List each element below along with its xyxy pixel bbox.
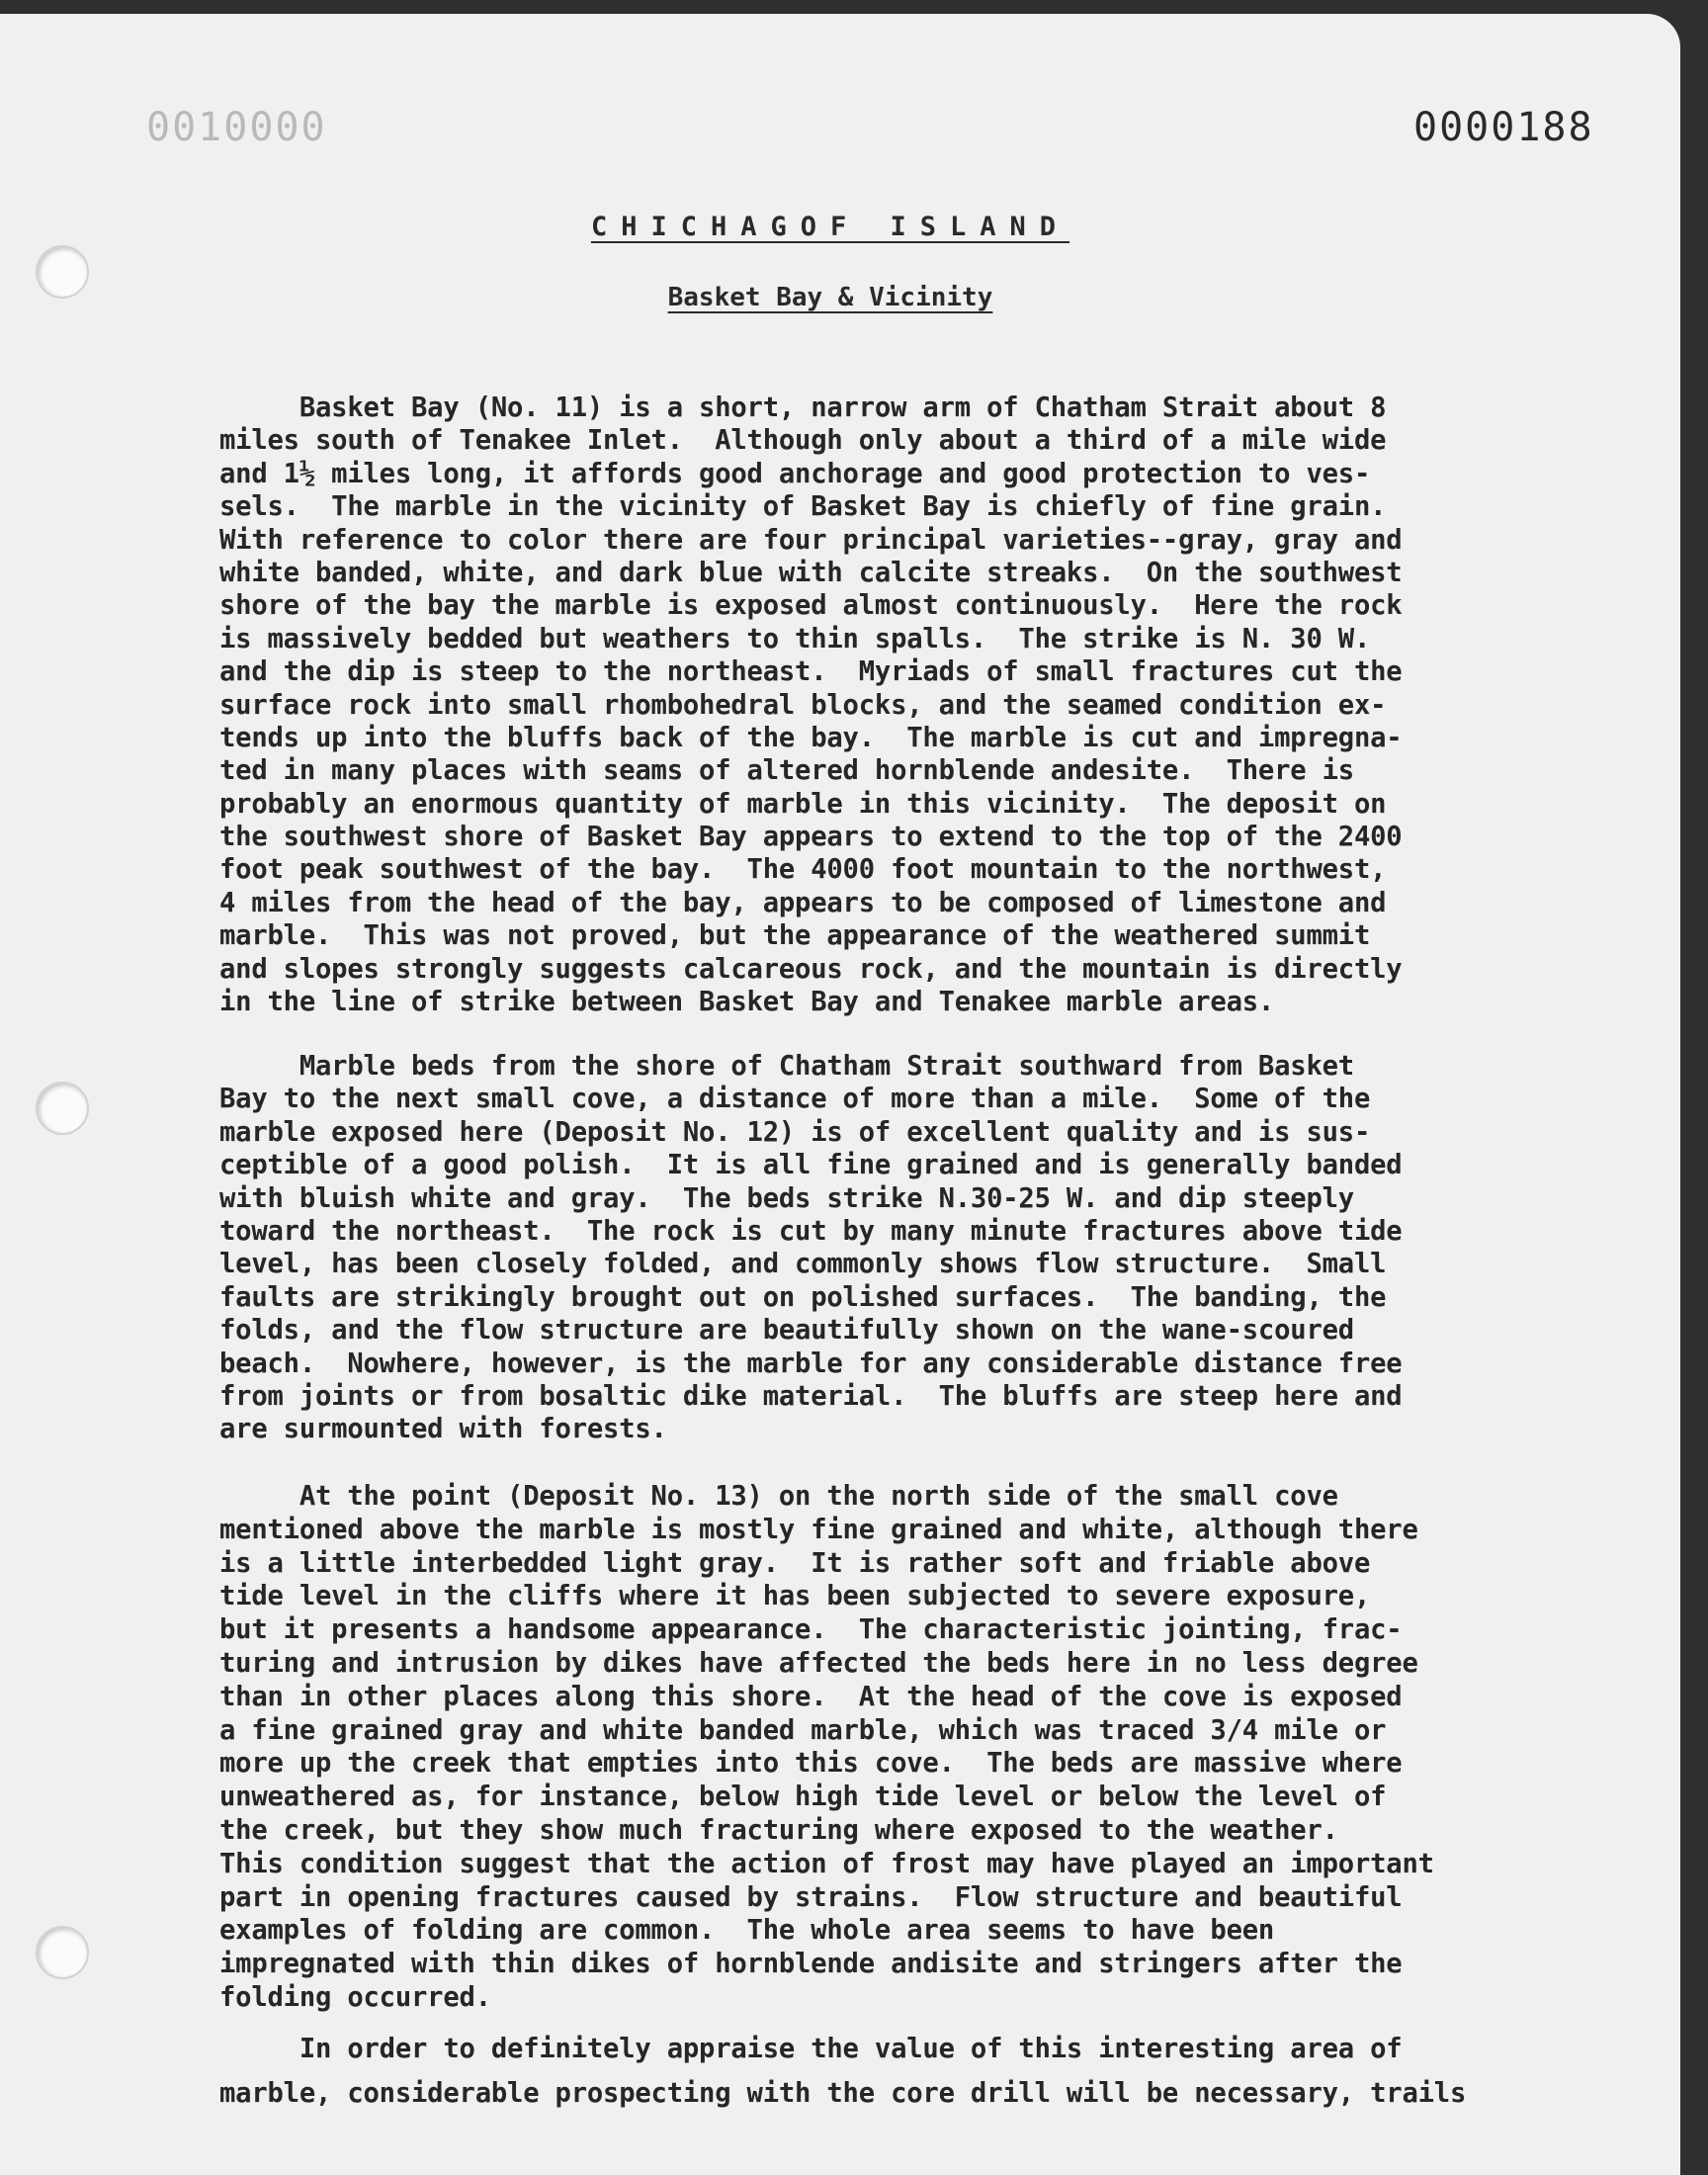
text-line: toward the northeast. The rock is cut by many minute fractures above tide [219,1215,1403,1247]
text-line: than in other places along this shore. At the head of the cove is exposed [219,1681,1403,1712]
text-line: and the dip is steep to the northeast. Myriads of small fractures cut the [219,656,1403,688]
text-line: tends up into the bluffs back of the bay. The marble is cut and impregna- [219,722,1403,753]
text-line: impregnated with thin dikes of hornblende andisite and stringers after the [219,1949,1403,1980]
text-line: ceptible of a good polish. It is all fine grained and is generally banded [219,1150,1403,1181]
text-line: tide level in the cliffs where it has been subjected to severe exposure, [219,1581,1371,1612]
text-line: unweathered as, for instance, below high tide level or below the level of [219,1782,1387,1813]
text-line: with bluish white and gray. The beds strike N.30-25 W. and dip steeply [219,1182,1354,1214]
binder-hole [36,1926,89,1979]
text-line: marble. This was not proved, but the appearance of the weathered summit [219,920,1371,952]
text-line: mentioned above the marble is mostly fine grained and white, although there [219,1514,1418,1545]
text-line: With reference to color there are four principal varieties--gray, gray and [219,524,1403,556]
text-line: white banded, white, and dark blue with calcite streaks. On the southwest [219,557,1403,588]
text-line: foot peak southwest of the bay. The 4000 foot mountain to the northwest, [219,854,1387,886]
text-line: the creek, but they show much fracturing where exposed to the weather. [219,1814,1338,1846]
text-line: in the line of strike between Basket Bay and Tenakee marble areas. [219,987,1275,1018]
text-line: Bay to the next small cove, a distance of more than a mile. Some of the [219,1084,1371,1115]
text-line: the southwest shore of Basket Bay appears to extend to the top of the 2400 [219,822,1403,853]
text-line: This condition suggest that the action of frost may have played an important [219,1848,1434,1879]
text-line: Marble beds from the shore of Chatham Strait southward from Basket [219,1051,1354,1082]
text-line: marble, considerable prospecting with the core drill will be necessary, trails [219,2078,1467,2109]
document-title: CHICHAGOF ISLAND [590,212,1070,242]
paragraph-deposit-12 [219,1050,1504,1446]
text-line: miles south of Tenakee Inlet. Although only about a third of a mile wide [219,425,1387,457]
text-line: beach. Nowhere, however, is the marble for any considerable distance free [219,1348,1403,1379]
text-line: is massively bedded but weathers to thin spalls. The strike is N. 30 W. [219,623,1371,654]
paragraph-appraisal [219,2027,1504,2116]
text-line: shore of the bay the marble is exposed almost continuously. Here the rock [219,590,1403,622]
text-line: Basket Bay (No. 11) is a short, narrow arm of Chatham Strait about 8 [219,392,1387,423]
text-line: folds, and the flow structure are beautifully shown on the wane-scoured [219,1315,1354,1347]
document-page [0,14,1680,2175]
text-line: and 1½ miles long, it affords good anchorage and good protection to ves- [219,458,1371,489]
text-line: marble exposed here (Deposit No. 12) is of excellent quality and is sus- [219,1116,1371,1148]
text-line: part in opening fractures caused by strains. Flow structure and beautiful [219,1881,1403,1913]
text-line: examples of folding are common. The whole area seems to have been [219,1915,1275,1947]
text-line: are surmounted with forests. [219,1414,667,1445]
text-line: surface rock into small rhombohedral blocks, and the seamed condition ex- [219,689,1387,721]
paragraph-basket-bay [219,392,1504,1018]
text-line: more up the creek that empties into this cove. The beds are massive where [219,1748,1403,1780]
text-line: from joints or from bosaltic dike material. The bluffs are steep here and [219,1380,1403,1412]
text-line: probably an enormous quantity of marble in this vicinity. The deposit on [219,788,1387,820]
text-line: turing and intrusion by dikes have affected the beds here in no less degree [219,1647,1418,1679]
text-line: sels. The marble in the vicinity of Basket Bay is chiefly of fine grain. [219,491,1387,523]
text-line: At the point (Deposit No. 13) on the north side of the small cove [219,1481,1338,1512]
text-line: faults are strikingly brought out on polished surfaces. The banding, the [219,1281,1387,1313]
text-line: but it presents a handsome appearance. The characteristic jointing, frac- [219,1614,1403,1646]
text-line: a fine grained gray and white banded marble, which was traced 3/4 mile or [219,1714,1387,1746]
text-line: 4 miles from the head of the bay, appears to be composed of limestone and [219,887,1387,918]
text-line: and slopes strongly suggests calcareous rock, and the mountain is directly [219,953,1403,985]
faint-stamp-number: 0010000 [146,105,327,150]
text-line: In order to definitely appraise the value of this interesting area of [219,2034,1403,2064]
document-subtitle: Basket Bay & Vicinity [667,283,993,312]
binder-hole [36,1082,89,1135]
paragraph-deposit-13 [219,1480,1504,2015]
page-number: 0000188 [1413,105,1594,150]
text-line: folding occurred. [219,1981,491,2013]
text-line: is a little interbedded light gray. It is rather soft and friable above [219,1547,1371,1579]
text-line: ted in many places with seams of altered hornblende andesite. There is [219,755,1354,787]
text-line: level, has been closely folded, and commonly shows flow structure. Small [219,1249,1387,1280]
